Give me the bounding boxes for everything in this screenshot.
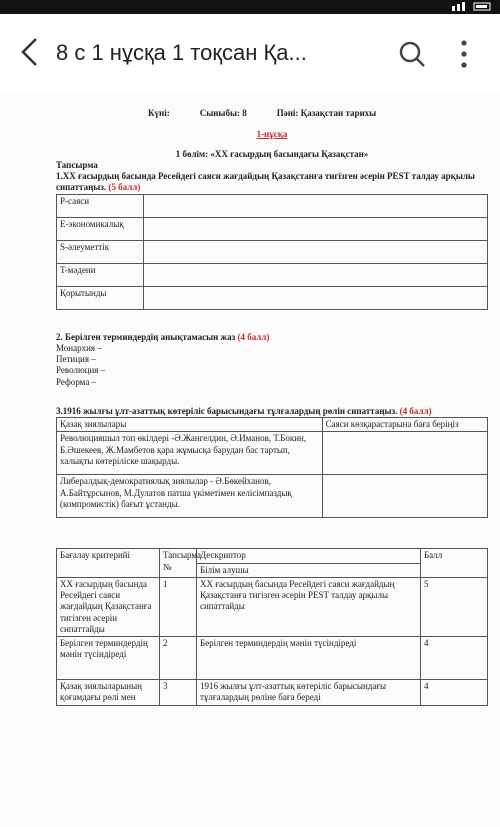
table-row: Революцияшыл топ өкілдері -Ә.Жангелдин, Ә.Иманов, Т.Бокин, Б.Әшекеев, Ж.Мамбетов қара жұмысқа барудан бас тартып, халықты көтеріліске шақырды. <box>57 432 488 475</box>
table-row: Қорытынды <box>57 286 488 309</box>
page-title: 8 с 1 нұсқа 1 тоқсан Қа... <box>56 40 307 65</box>
pest-table <box>56 194 488 310</box>
grade-label: Сыныбы: 8 <box>199 108 247 118</box>
table-row: XX ғасырдың басында Ресейдегі саяси жағдайдың Қазақстанға тигізген әсерін сипаттайды 1 XX ғасырдың басында Ресейдегі саяси жағдайдың Қазақстанға тигізген әсерін PEST талдау арқылы сипаттайды 5 <box>57 577 488 636</box>
status-bar <box>0 0 500 14</box>
document-content <box>56 108 488 706</box>
table-row: S-әлеуметтік <box>57 240 488 263</box>
more-options-icon[interactable] <box>456 38 472 70</box>
leaders-table <box>56 417 488 518</box>
table-row: T-мәдени <box>57 263 488 286</box>
day-label: Күні: <box>148 108 170 118</box>
search-icon[interactable] <box>398 40 426 68</box>
q2-points: (4 балл) <box>237 331 270 342</box>
back-arrow-icon[interactable] <box>16 36 44 68</box>
list-item: Монархия – <box>56 342 102 353</box>
table-header-row: Бағалау критерийі Тапсырма № Дескриптор Балл <box>57 549 488 563</box>
table-row: P-саяси <box>57 194 488 217</box>
doc-header <box>148 108 488 119</box>
variant-label: 1-нұсқа <box>256 129 288 140</box>
table-row: Қазақ зиялыларының қоғамдағы рөлі мен 3 1916 жылғы ұлт-азаттық көтеріліс барысындағы тұлғалардың рөліне баға береді 4 <box>57 680 488 706</box>
table-row: Берілген терминдердің мәнін түсіндіреді 2 Берілген терминдердің мәнін түсіндіреді 4 <box>57 637 488 680</box>
subject-label: Пәні: Қазақстан тарихы <box>276 108 377 118</box>
table-row: Е-экономикалық <box>57 217 488 240</box>
task-heading: Тапсырма <box>56 159 98 170</box>
question-3: 3.1916 жылғы ұлт-азаттық көтеріліс барысындағы тұлғалардың рөлін сипаттаңыз. (4 балл) <box>56 405 432 416</box>
term-list <box>56 343 488 388</box>
list-item: Петиция – <box>56 354 96 364</box>
criteria-table <box>56 548 488 705</box>
document-page[interactable] <box>0 94 500 827</box>
list-item: Революция – <box>56 365 106 376</box>
question-1: 1.XX ғасырдың басында Ресейдегі саяси жағдайдың Қазақстанға тигізген әсерін PEST талдау арқылы сипаттаңыз. (5 балл) <box>56 171 475 193</box>
signal-battery-icon <box>452 2 492 11</box>
list-item: Реформа – <box>56 376 97 387</box>
table-row: Либералдық-демократиялық зиялылар - Ә.Бөкейханов, А.Байтұрсынов, М.Дулатов патша үкіметімен келісімпаздық (компромистік) бағыт ұстанды. <box>57 475 488 518</box>
q3-points: (4 балл) <box>399 405 432 416</box>
part-title: 1 бөлім: «XX ғасырдың басындағы Қазақстан» <box>175 148 369 159</box>
app-bar <box>0 14 500 95</box>
table-header-row: Білім алушы <box>57 563 488 577</box>
q1-points: (5 балл) <box>108 182 141 193</box>
table-header-row: Қазақ зиялылары Саяси көзқарастарына баға беріңіз <box>57 418 488 432</box>
question-2: 2. Берілген терминдердің анықтамасын жаз (4 балл) <box>56 331 270 342</box>
